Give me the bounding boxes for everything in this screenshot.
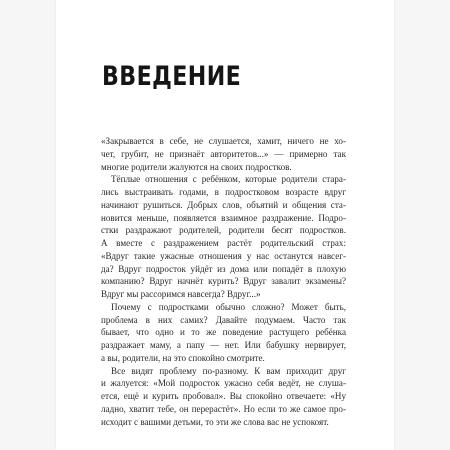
text-line: стки раздражают родителей, родители бесят подростков. (101, 225, 346, 236)
chapter-heading: ВВЕДЕНИЕ (102, 61, 242, 92)
text-line: и жалуется: «Мой подросток ужасно себя ведёт, не слуша- (101, 378, 346, 389)
text-line: а вы, родители, на это спокойно смотрите. (101, 352, 265, 363)
body-text (101, 135, 346, 428)
text-line: Вдруг мы рассоримся навсегда? Вдруг...» (101, 289, 261, 299)
text-line: начинают рушиться. Добрых слов, объятий и общения ста- (101, 199, 346, 210)
text-line: проблема в них самих? Давайте подумаем. Часто так (101, 314, 346, 325)
text-line: да? Вдруг подросток уйдёт из дома или попадёт в плохую (101, 263, 346, 274)
book-page (56, 0, 394, 450)
text-line: ется, ещё и курить пробовал». Вы спокойно отвечаете: «Ну (101, 391, 346, 401)
text-line: исходит с вашими детьми, то эти же слова вас не успокоят. (101, 416, 329, 427)
text-line: чет, грубит, не признаёт авторитетов...» — примерно так (101, 148, 346, 159)
text-line: Почему с подростками обычно сложно? Может быть, (111, 301, 346, 312)
text-line: «Вдруг такие ужасные отношения у нас останутся навсег- (101, 250, 346, 261)
text-line: Все видят проблему по-разному. К вам приходит друг (111, 365, 346, 376)
text-line: ладно, хватит тебе, он перерастёт». Но если то же самое про- (101, 403, 346, 414)
text-line: компанию? Вдруг начнёт курить? Вдруг завалит экзамены? (101, 276, 346, 287)
text-line: А вместе с раздражением растёт родительский страх: (101, 238, 346, 248)
text-line: раздражает маму, а папу — нет. Или бабушку нервирует, (101, 340, 346, 350)
text-line: Тёплые отношения с ребёнком, которые родители стара- (111, 174, 346, 185)
text-line: новится меньше, появляется взаимное раздражение. Подро- (101, 212, 346, 223)
text-line: «Закрывается в себе, не слушается, хамит, ничего не хо- (101, 136, 346, 146)
text-line: многие родители жалуются на своих подростков. (101, 161, 292, 172)
text-line: лись выстраивать годами, в подростковом возрасте вдруг (101, 187, 346, 197)
text-line: бывает, что одно и то же поведение растущего ребёнка (101, 327, 346, 338)
